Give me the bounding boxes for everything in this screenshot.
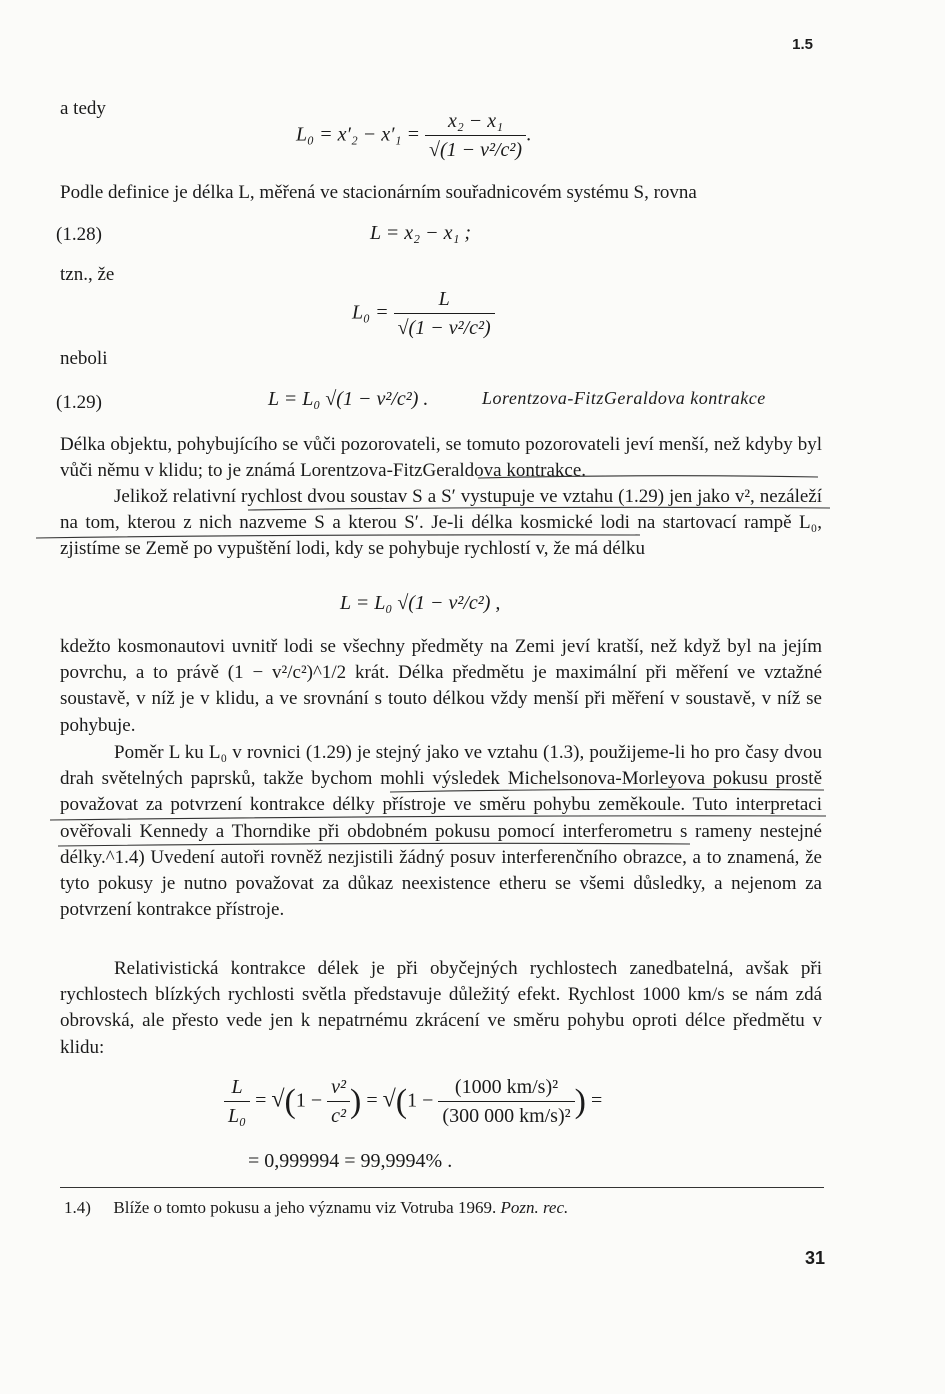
footnote-mark: 1.4)	[64, 1198, 91, 1217]
final-v2: v²	[327, 1076, 350, 1102]
eq1-numerator: x₂ − x₁	[425, 110, 526, 136]
text-a-tedy: a tedy	[60, 98, 106, 119]
final-denominator: (300 000 km/s)²	[442, 1105, 571, 1127]
text-definition: Podle definice je délka L, měřená ve stacionárním souřadnicovém systému S, rovna	[60, 182, 697, 203]
footnote-rule	[60, 1187, 824, 1188]
final-c2: c²	[331, 1105, 347, 1127]
text-tzn: tzn., že	[60, 264, 115, 285]
eq1-lhs: L₀ = x′₂ − x′₁ =	[296, 123, 420, 146]
eq-l0-numerator: L	[394, 288, 495, 314]
equation-l0-definition: L₀ = x′₂ − x′₁ = $\frac{\text{x₂ − x₁}}{\text{√(1 − v²/c²)}}$ .	[296, 110, 532, 161]
equation-1-28: L = x₂ − x₁ ;	[370, 222, 472, 244]
page-number: 31	[804, 1248, 825, 1268]
paragraph-2-text: Jelikož relativní rychlost dvou soustav S a S′ vystupuje ve vztahu (1.29) jen jako v², nezáleží na tom, kterou z nich nazveme S a kterou S′. Je-li délka kosmické lodi na startovací rampě L₀, zjistíme se Země po vypuštění lodi, kdy se pohybuje rychlostí v, že má délku	[60, 486, 822, 560]
paragraph-5-text: Relativistická kontrakce délek je při obyčejných rychlostech zanedbatelná, avšak při rychlostech blízkých rychlosti světla představuje důležitý efekt. Rychlost 1000 km/s se nám zdá obrovská, ale přesto vede jen k nepatrnému zkrácení ve směru pohybu oproti délce předmětu v klidu:	[60, 958, 822, 1058]
equation-result: = 0,999994 = 99,9994% .	[248, 1150, 453, 1172]
footnote-source: Pozn. rec.	[500, 1198, 569, 1217]
final-l: L	[224, 1076, 250, 1102]
equation-number-1-29: (1.29)	[56, 392, 102, 413]
equation-numeric-ratio: $\frac{L}{\text{L₀}}$ = √(1 − $\frac{\text{v²}}{\text{c²}}$ ) = √(1 − $\frac{\text{(1000 km/s)²}}{\text{(300 000 km/s)²}}$ ) =	[224, 1076, 602, 1128]
paragraph-4-text: Poměr L ku L₀ v rovnici (1.29) je stejný jako ve vztahu (1.3), použijeme-li ho pro časy dvou drah světelných paprsků, takže bychom mohli výsledek Michelsonova-Morleyova pokusu prostě považovat za potvrzení kontrakce délky přístroje ve směru pohybu zeměkoule. Tuto interpretaci ověřovali Kennedy a Thorndike při obdobném pokusu pomocí interferometru s rameny nestejné délky.^1.4) Uvedení autoři rovněž nezjistili žádný posuv interferenčního obrazce, a to znamená, že tyto pokusy je nutno považovat za důkaz neexistence etheru se všemi důsledky, a nejenom za potvrzení kontrakce přístroje.	[60, 742, 822, 921]
eq-l0-denominator: √(1 − v²/c²)	[397, 317, 491, 339]
final-numerator: (1000 km/s)²	[438, 1076, 574, 1102]
section-number: 1.5	[792, 36, 813, 53]
eq-l0-lhs: L₀ =	[352, 301, 389, 324]
lorentz-fitzgerald-label: Lorentzova-FitzGeraldova kontrakce	[482, 388, 766, 408]
equation-1-29: L = L₀ √(1 − v²/c²) .	[268, 388, 429, 410]
text-neboli: neboli	[60, 348, 108, 369]
equation-moving-length: L = L₀ √(1 − v²/c²) ,	[340, 592, 501, 614]
footnote	[64, 1198, 568, 1218]
eq1-denominator: √(1 − v²/c²)	[428, 139, 523, 161]
paragraph-3-text: kdežto kosmonautovi uvnitř lodi se všechny předměty na Zemi jeví kratší, než když byl na jejím povrchu, a to právě (1 − v²/c²)^1/2 krát. Délka předmětu je maximální při měření ve vztažné soustavě, v níž je v klidu, a ve srovnání s touto délkou vždy menší při měření v soustavě, v níž se pohybuje.	[60, 636, 822, 736]
paragraph-1-text: Délka objektu, pohybujícího se vůči pozorovateli, se tomuto pozorovateli jeví menší, než kdyby byl vůči němu v klidu; to je známá Lorentzova-FitzGeraldova kontrakce.	[60, 434, 822, 482]
equation-number-1-28: (1.28)	[56, 224, 102, 245]
final-l0: L₀	[228, 1105, 247, 1127]
footnote-text: Blíže o tomto pokusu a jeho významu viz Votruba 1969.	[113, 1198, 497, 1217]
